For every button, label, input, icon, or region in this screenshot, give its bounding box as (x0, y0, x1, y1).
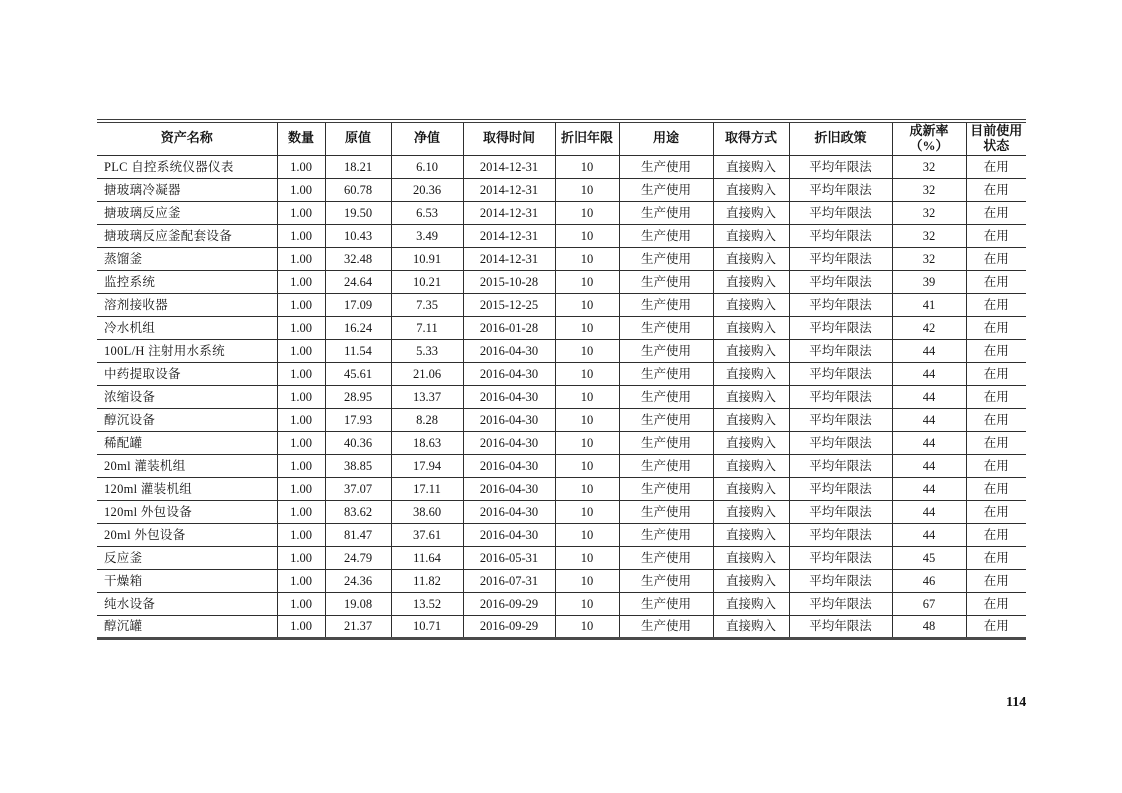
cell-original_value: 83.62 (325, 500, 391, 523)
table-row (97, 569, 1026, 592)
cell-renewal_rate: 41 (892, 293, 966, 316)
cell-acquisition_method: 直接购入 (713, 546, 789, 569)
cell-quantity: 1.00 (277, 293, 325, 316)
column-header-renewal_rate: 成新率（%） (892, 121, 966, 155)
cell-depreciation_policy: 平均年限法 (789, 477, 892, 500)
cell-acquisition_method: 直接购入 (713, 247, 789, 270)
cell-original_value: 19.50 (325, 201, 391, 224)
cell-usage: 生产使用 (619, 224, 713, 247)
cell-usage: 生产使用 (619, 316, 713, 339)
cell-net_value: 10.91 (391, 247, 463, 270)
cell-renewal_rate: 44 (892, 477, 966, 500)
cell-name: 搪玻璃反应釜 (97, 201, 277, 224)
cell-quantity: 1.00 (277, 362, 325, 385)
table-row (97, 431, 1026, 454)
cell-renewal_rate: 32 (892, 201, 966, 224)
cell-renewal_rate: 44 (892, 454, 966, 477)
cell-acquired_date: 2016-05-31 (463, 546, 555, 569)
cell-usage: 生产使用 (619, 454, 713, 477)
cell-quantity: 1.00 (277, 523, 325, 546)
cell-depreciation_policy: 平均年限法 (789, 270, 892, 293)
table-row (97, 500, 1026, 523)
cell-acquisition_method: 直接购入 (713, 523, 789, 546)
cell-original_value: 32.48 (325, 247, 391, 270)
table-row (97, 385, 1026, 408)
cell-acquired_date: 2016-01-28 (463, 316, 555, 339)
cell-acquisition_method: 直接购入 (713, 408, 789, 431)
cell-depreciation_policy: 平均年限法 (789, 546, 892, 569)
cell-depreciation_years: 10 (555, 201, 619, 224)
cell-usage: 生产使用 (619, 408, 713, 431)
cell-usage: 生产使用 (619, 339, 713, 362)
column-header-usage: 用途 (619, 121, 713, 155)
cell-renewal_rate: 32 (892, 155, 966, 178)
cell-quantity: 1.00 (277, 431, 325, 454)
cell-name: 120ml 灌装机组 (97, 477, 277, 500)
cell-quantity: 1.00 (277, 500, 325, 523)
cell-acquired_date: 2016-09-29 (463, 615, 555, 638)
cell-depreciation_years: 10 (555, 431, 619, 454)
cell-acquired_date: 2016-04-30 (463, 500, 555, 523)
cell-usage: 生产使用 (619, 523, 713, 546)
cell-depreciation_policy: 平均年限法 (789, 339, 892, 362)
cell-original_value: 18.21 (325, 155, 391, 178)
cell-original_value: 28.95 (325, 385, 391, 408)
cell-quantity: 1.00 (277, 477, 325, 500)
cell-net_value: 13.52 (391, 592, 463, 615)
cell-acquired_date: 2016-04-30 (463, 454, 555, 477)
cell-current_status: 在用 (966, 316, 1026, 339)
cell-current_status: 在用 (966, 592, 1026, 615)
cell-net_value: 6.10 (391, 155, 463, 178)
cell-current_status: 在用 (966, 293, 1026, 316)
cell-name: 20ml 灌装机组 (97, 454, 277, 477)
cell-name: 反应釜 (97, 546, 277, 569)
cell-original_value: 19.08 (325, 592, 391, 615)
cell-original_value: 24.64 (325, 270, 391, 293)
cell-usage: 生产使用 (619, 431, 713, 454)
cell-depreciation_years: 10 (555, 385, 619, 408)
cell-current_status: 在用 (966, 224, 1026, 247)
cell-net_value: 18.63 (391, 431, 463, 454)
table-row (97, 523, 1026, 546)
cell-current_status: 在用 (966, 546, 1026, 569)
cell-net_value: 10.71 (391, 615, 463, 638)
cell-acquired_date: 2015-12-25 (463, 293, 555, 316)
cell-name: 搪玻璃冷凝器 (97, 178, 277, 201)
cell-depreciation_policy: 平均年限法 (789, 224, 892, 247)
cell-usage: 生产使用 (619, 293, 713, 316)
column-header-name: 资产名称 (97, 121, 277, 155)
cell-name: 稀配罐 (97, 431, 277, 454)
cell-depreciation_policy: 平均年限法 (789, 523, 892, 546)
cell-acquisition_method: 直接购入 (713, 155, 789, 178)
table-row (97, 293, 1026, 316)
cell-original_value: 24.79 (325, 546, 391, 569)
cell-quantity: 1.00 (277, 454, 325, 477)
cell-depreciation_years: 10 (555, 155, 619, 178)
cell-depreciation_policy: 平均年限法 (789, 500, 892, 523)
cell-depreciation_policy: 平均年限法 (789, 316, 892, 339)
cell-depreciation_years: 10 (555, 500, 619, 523)
cell-usage: 生产使用 (619, 592, 713, 615)
cell-usage: 生产使用 (619, 201, 713, 224)
cell-current_status: 在用 (966, 408, 1026, 431)
cell-current_status: 在用 (966, 523, 1026, 546)
cell-current_status: 在用 (966, 569, 1026, 592)
cell-name: 冷水机组 (97, 316, 277, 339)
cell-depreciation_years: 10 (555, 569, 619, 592)
cell-quantity: 1.00 (277, 339, 325, 362)
cell-acquired_date: 2015-10-28 (463, 270, 555, 293)
cell-acquisition_method: 直接购入 (713, 385, 789, 408)
cell-net_value: 8.28 (391, 408, 463, 431)
cell-current_status: 在用 (966, 454, 1026, 477)
cell-acquisition_method: 直接购入 (713, 178, 789, 201)
cell-net_value: 6.53 (391, 201, 463, 224)
cell-current_status: 在用 (966, 155, 1026, 178)
cell-depreciation_years: 10 (555, 408, 619, 431)
cell-acquired_date: 2014-12-31 (463, 201, 555, 224)
cell-usage: 生产使用 (619, 270, 713, 293)
cell-acquired_date: 2016-04-30 (463, 431, 555, 454)
table-row (97, 155, 1026, 178)
cell-current_status: 在用 (966, 178, 1026, 201)
cell-renewal_rate: 44 (892, 362, 966, 385)
cell-depreciation_policy: 平均年限法 (789, 362, 892, 385)
cell-depreciation_policy: 平均年限法 (789, 155, 892, 178)
cell-quantity: 1.00 (277, 546, 325, 569)
column-header-quantity: 数量 (277, 121, 325, 155)
cell-quantity: 1.00 (277, 408, 325, 431)
cell-acquisition_method: 直接购入 (713, 293, 789, 316)
cell-original_value: 37.07 (325, 477, 391, 500)
cell-usage: 生产使用 (619, 477, 713, 500)
cell-name: 搪玻璃反应釜配套设备 (97, 224, 277, 247)
cell-depreciation_years: 10 (555, 178, 619, 201)
cell-name: 纯水设备 (97, 592, 277, 615)
table-row (97, 615, 1026, 638)
cell-original_value: 10.43 (325, 224, 391, 247)
cell-depreciation_years: 10 (555, 592, 619, 615)
cell-name: 20ml 外包设备 (97, 523, 277, 546)
column-header-acquired_date: 取得时间 (463, 121, 555, 155)
cell-net_value: 10.21 (391, 270, 463, 293)
cell-net_value: 38.60 (391, 500, 463, 523)
cell-depreciation_years: 10 (555, 362, 619, 385)
cell-depreciation_policy: 平均年限法 (789, 431, 892, 454)
table-row (97, 316, 1026, 339)
column-header-net_value: 净值 (391, 121, 463, 155)
cell-current_status: 在用 (966, 385, 1026, 408)
cell-original_value: 81.47 (325, 523, 391, 546)
cell-acquired_date: 2016-04-30 (463, 339, 555, 362)
cell-original_value: 45.61 (325, 362, 391, 385)
cell-name: 中药提取设备 (97, 362, 277, 385)
cell-acquisition_method: 直接购入 (713, 339, 789, 362)
asset-table-body (97, 155, 1026, 638)
cell-acquired_date: 2016-04-30 (463, 362, 555, 385)
asset-table (97, 119, 1026, 640)
column-header-original_value: 原值 (325, 121, 391, 155)
cell-name: 浓缩设备 (97, 385, 277, 408)
cell-acquisition_method: 直接购入 (713, 569, 789, 592)
cell-quantity: 1.00 (277, 569, 325, 592)
table-row (97, 546, 1026, 569)
cell-depreciation_years: 10 (555, 316, 619, 339)
cell-net_value: 20.36 (391, 178, 463, 201)
page-number: 114 (1006, 695, 1027, 710)
cell-net_value: 37.61 (391, 523, 463, 546)
cell-acquisition_method: 直接购入 (713, 316, 789, 339)
cell-depreciation_policy: 平均年限法 (789, 247, 892, 270)
cell-acquired_date: 2016-04-30 (463, 408, 555, 431)
cell-depreciation_years: 10 (555, 224, 619, 247)
cell-depreciation_policy: 平均年限法 (789, 385, 892, 408)
cell-depreciation_policy: 平均年限法 (789, 615, 892, 638)
cell-renewal_rate: 44 (892, 408, 966, 431)
table-row (97, 477, 1026, 500)
cell-acquired_date: 2014-12-31 (463, 224, 555, 247)
cell-usage: 生产使用 (619, 569, 713, 592)
cell-original_value: 60.78 (325, 178, 391, 201)
cell-renewal_rate: 45 (892, 546, 966, 569)
table-row (97, 201, 1026, 224)
cell-usage: 生产使用 (619, 155, 713, 178)
cell-original_value: 16.24 (325, 316, 391, 339)
cell-net_value: 21.06 (391, 362, 463, 385)
cell-acquired_date: 2016-07-31 (463, 569, 555, 592)
cell-renewal_rate: 48 (892, 615, 966, 638)
cell-current_status: 在用 (966, 431, 1026, 454)
cell-net_value: 7.11 (391, 316, 463, 339)
cell-current_status: 在用 (966, 362, 1026, 385)
cell-name: 溶剂接收器 (97, 293, 277, 316)
cell-name: 蒸馏釜 (97, 247, 277, 270)
cell-renewal_rate: 39 (892, 270, 966, 293)
cell-current_status: 在用 (966, 247, 1026, 270)
cell-renewal_rate: 44 (892, 523, 966, 546)
cell-acquisition_method: 直接购入 (713, 615, 789, 638)
cell-net_value: 17.94 (391, 454, 463, 477)
cell-acquisition_method: 直接购入 (713, 431, 789, 454)
cell-renewal_rate: 44 (892, 339, 966, 362)
cell-acquired_date: 2014-12-31 (463, 155, 555, 178)
cell-usage: 生产使用 (619, 500, 713, 523)
cell-current_status: 在用 (966, 477, 1026, 500)
cell-name: 100L/H 注射用水系统 (97, 339, 277, 362)
cell-quantity: 1.00 (277, 592, 325, 615)
cell-depreciation_policy: 平均年限法 (789, 408, 892, 431)
table-row (97, 224, 1026, 247)
cell-acquired_date: 2016-04-30 (463, 385, 555, 408)
cell-depreciation_years: 10 (555, 523, 619, 546)
column-header-depreciation_years: 折旧年限 (555, 121, 619, 155)
cell-acquired_date: 2016-04-30 (463, 523, 555, 546)
cell-current_status: 在用 (966, 615, 1026, 638)
column-header-current_status: 目前使用状态 (966, 121, 1026, 155)
cell-depreciation_years: 10 (555, 615, 619, 638)
cell-current_status: 在用 (966, 270, 1026, 293)
cell-usage: 生产使用 (619, 362, 713, 385)
cell-original_value: 21.37 (325, 615, 391, 638)
cell-name: 监控系统 (97, 270, 277, 293)
cell-quantity: 1.00 (277, 615, 325, 638)
cell-current_status: 在用 (966, 339, 1026, 362)
cell-original_value: 17.93 (325, 408, 391, 431)
cell-acquisition_method: 直接购入 (713, 362, 789, 385)
cell-name: 干燥箱 (97, 569, 277, 592)
cell-quantity: 1.00 (277, 224, 325, 247)
table-row (97, 270, 1026, 293)
cell-original_value: 38.85 (325, 454, 391, 477)
cell-depreciation_years: 10 (555, 339, 619, 362)
cell-depreciation_years: 10 (555, 546, 619, 569)
cell-renewal_rate: 32 (892, 247, 966, 270)
cell-acquisition_method: 直接购入 (713, 270, 789, 293)
table-row (97, 339, 1026, 362)
cell-name: 醇沉设备 (97, 408, 277, 431)
cell-renewal_rate: 32 (892, 178, 966, 201)
cell-depreciation_years: 10 (555, 477, 619, 500)
cell-original_value: 11.54 (325, 339, 391, 362)
cell-original_value: 24.36 (325, 569, 391, 592)
table-row (97, 592, 1026, 615)
table-row (97, 247, 1026, 270)
cell-depreciation_years: 10 (555, 454, 619, 477)
cell-depreciation_policy: 平均年限法 (789, 178, 892, 201)
cell-acquisition_method: 直接购入 (713, 477, 789, 500)
cell-depreciation_policy: 平均年限法 (789, 569, 892, 592)
table-row (97, 362, 1026, 385)
cell-acquisition_method: 直接购入 (713, 592, 789, 615)
cell-quantity: 1.00 (277, 385, 325, 408)
table-row (97, 178, 1026, 201)
cell-acquisition_method: 直接购入 (713, 454, 789, 477)
cell-net_value: 3.49 (391, 224, 463, 247)
table-header-row (97, 121, 1026, 155)
cell-net_value: 7.35 (391, 293, 463, 316)
cell-renewal_rate: 46 (892, 569, 966, 592)
cell-depreciation_policy: 平均年限法 (789, 454, 892, 477)
cell-acquired_date: 2016-04-30 (463, 477, 555, 500)
cell-quantity: 1.00 (277, 247, 325, 270)
cell-depreciation_policy: 平均年限法 (789, 592, 892, 615)
cell-renewal_rate: 44 (892, 500, 966, 523)
cell-quantity: 1.00 (277, 270, 325, 293)
cell-usage: 生产使用 (619, 546, 713, 569)
cell-net_value: 13.37 (391, 385, 463, 408)
cell-net_value: 5.33 (391, 339, 463, 362)
cell-usage: 生产使用 (619, 178, 713, 201)
cell-acquired_date: 2014-12-31 (463, 178, 555, 201)
table-row (97, 408, 1026, 431)
cell-current_status: 在用 (966, 500, 1026, 523)
cell-usage: 生产使用 (619, 615, 713, 638)
cell-name: PLC 自控系统仪器仪表 (97, 155, 277, 178)
cell-acquired_date: 2014-12-31 (463, 247, 555, 270)
cell-usage: 生产使用 (619, 385, 713, 408)
cell-acquisition_method: 直接购入 (713, 224, 789, 247)
cell-usage: 生产使用 (619, 247, 713, 270)
cell-depreciation_years: 10 (555, 293, 619, 316)
cell-net_value: 11.64 (391, 546, 463, 569)
cell-name: 醇沉罐 (97, 615, 277, 638)
cell-depreciation_years: 10 (555, 270, 619, 293)
column-header-depreciation_policy: 折旧政策 (789, 121, 892, 155)
cell-renewal_rate: 44 (892, 385, 966, 408)
table-row (97, 454, 1026, 477)
cell-net_value: 17.11 (391, 477, 463, 500)
cell-depreciation_years: 10 (555, 247, 619, 270)
cell-quantity: 1.00 (277, 178, 325, 201)
cell-current_status: 在用 (966, 201, 1026, 224)
column-header-acquisition_method: 取得方式 (713, 121, 789, 155)
cell-original_value: 17.09 (325, 293, 391, 316)
cell-acquired_date: 2016-09-29 (463, 592, 555, 615)
cell-name: 120ml 外包设备 (97, 500, 277, 523)
cell-renewal_rate: 32 (892, 224, 966, 247)
cell-acquisition_method: 直接购入 (713, 201, 789, 224)
cell-net_value: 11.82 (391, 569, 463, 592)
cell-renewal_rate: 67 (892, 592, 966, 615)
cell-quantity: 1.00 (277, 155, 325, 178)
cell-depreciation_policy: 平均年限法 (789, 293, 892, 316)
cell-depreciation_policy: 平均年限法 (789, 201, 892, 224)
cell-renewal_rate: 44 (892, 431, 966, 454)
cell-quantity: 1.00 (277, 201, 325, 224)
cell-renewal_rate: 42 (892, 316, 966, 339)
cell-original_value: 40.36 (325, 431, 391, 454)
cell-acquisition_method: 直接购入 (713, 500, 789, 523)
cell-quantity: 1.00 (277, 316, 325, 339)
